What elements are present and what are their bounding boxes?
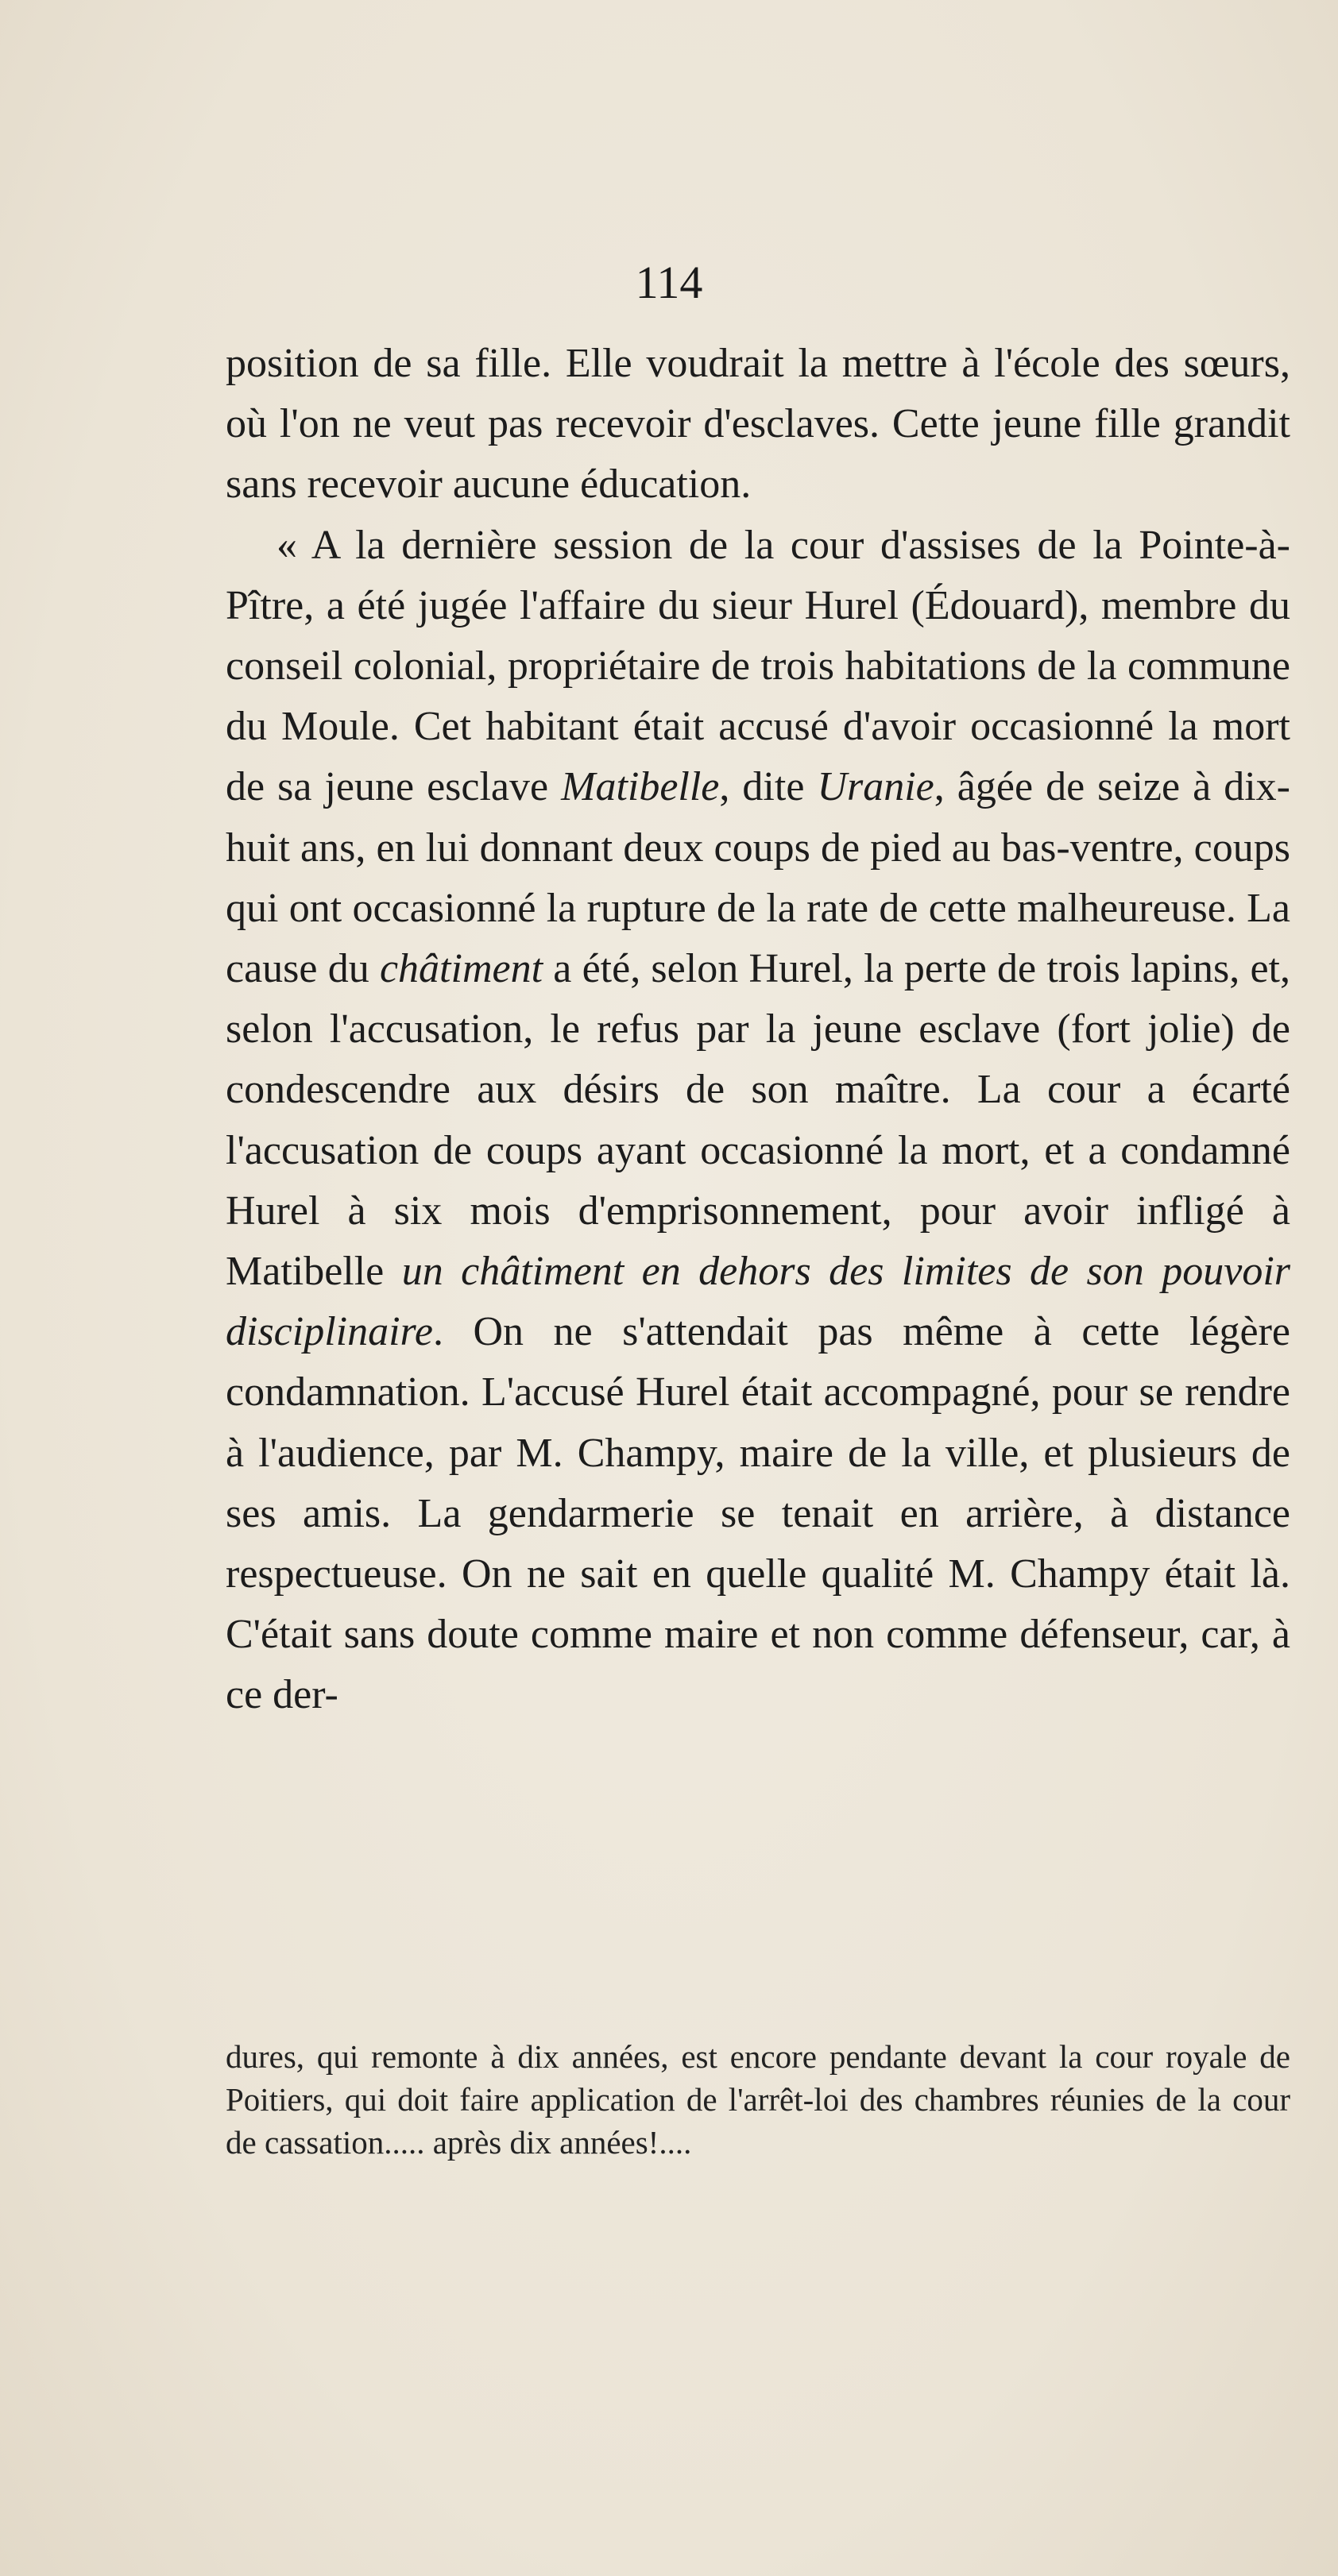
footnote-text: dures, qui remonte à dix années, est encore pendante devant la cour royale de Poitiers, qui doit faire application de l'arrêt-loi des chambres réunies de la cour de cassation..... après dix années!.... xyxy=(226,2038,1290,2161)
paragraph-1: position de sa fille. Elle voudrait la mettre à l'école des sœurs, où l'on ne veut pas recevoir d'esclaves. Cette jeune fille grandit sans recevoir aucune éducation. xyxy=(226,341,1290,508)
text-segment: « A la dernière session de la cour d'assises de la Pointe-à-Pître, a été jugée l'affaire du sieur Hurel (Édouard), membre du conseil colonial, propriétaire de trois habitations de la commune du Moule. Cet habitant était accusé d'avoir occasionné la mort de sa jeune esclave xyxy=(226,522,1290,810)
name-uranie: Uranie xyxy=(817,764,934,810)
text-segment: , dite xyxy=(719,764,818,810)
italic-quote: un châtiment en dehors des limites de son pouvoir disciplinaire xyxy=(226,1249,1291,1355)
footnote xyxy=(226,2035,1290,2164)
text-segment: , âgée de seize à dix-huit ans, en lui donnant deux coups de pied au bas-ventre, coups qui ont occasionné la rupture de la rate de cette malheureuse. La cause du xyxy=(226,764,1290,992)
page-number: 114 xyxy=(635,257,703,308)
main-text xyxy=(226,334,1290,1726)
word-chatiment: châtiment xyxy=(379,946,543,992)
name-matibelle: Matibelle xyxy=(561,764,720,810)
text-segment: a été, selon Hurel, la perte de trois lapins, et, selon l'accusation, le refus par la jeune esclave (fort jolie) de condescendre aux désirs de son maître. La cour a écarté l'accusation de coups ayant occasionné la mort, et a condamné Hurel à six mois d'emprisonnement, pour avoir infligé à Matibelle xyxy=(226,946,1290,1295)
text-segment: . On ne s'attendait pas même à cette légère condamnation. L'accusé Hurel était accompagné, pour se rendre à l'audience, par M. Champy, maire de la ville, et plusieurs de ses amis. La gendarmerie se tenait en arrière, à distance respectueuse. On ne sait en quelle qualité M. Champy était là. C'était sans doute comme maire et non comme défenseur, car, à ce der- xyxy=(226,1309,1290,1718)
paragraph-2 xyxy=(226,516,1290,1726)
